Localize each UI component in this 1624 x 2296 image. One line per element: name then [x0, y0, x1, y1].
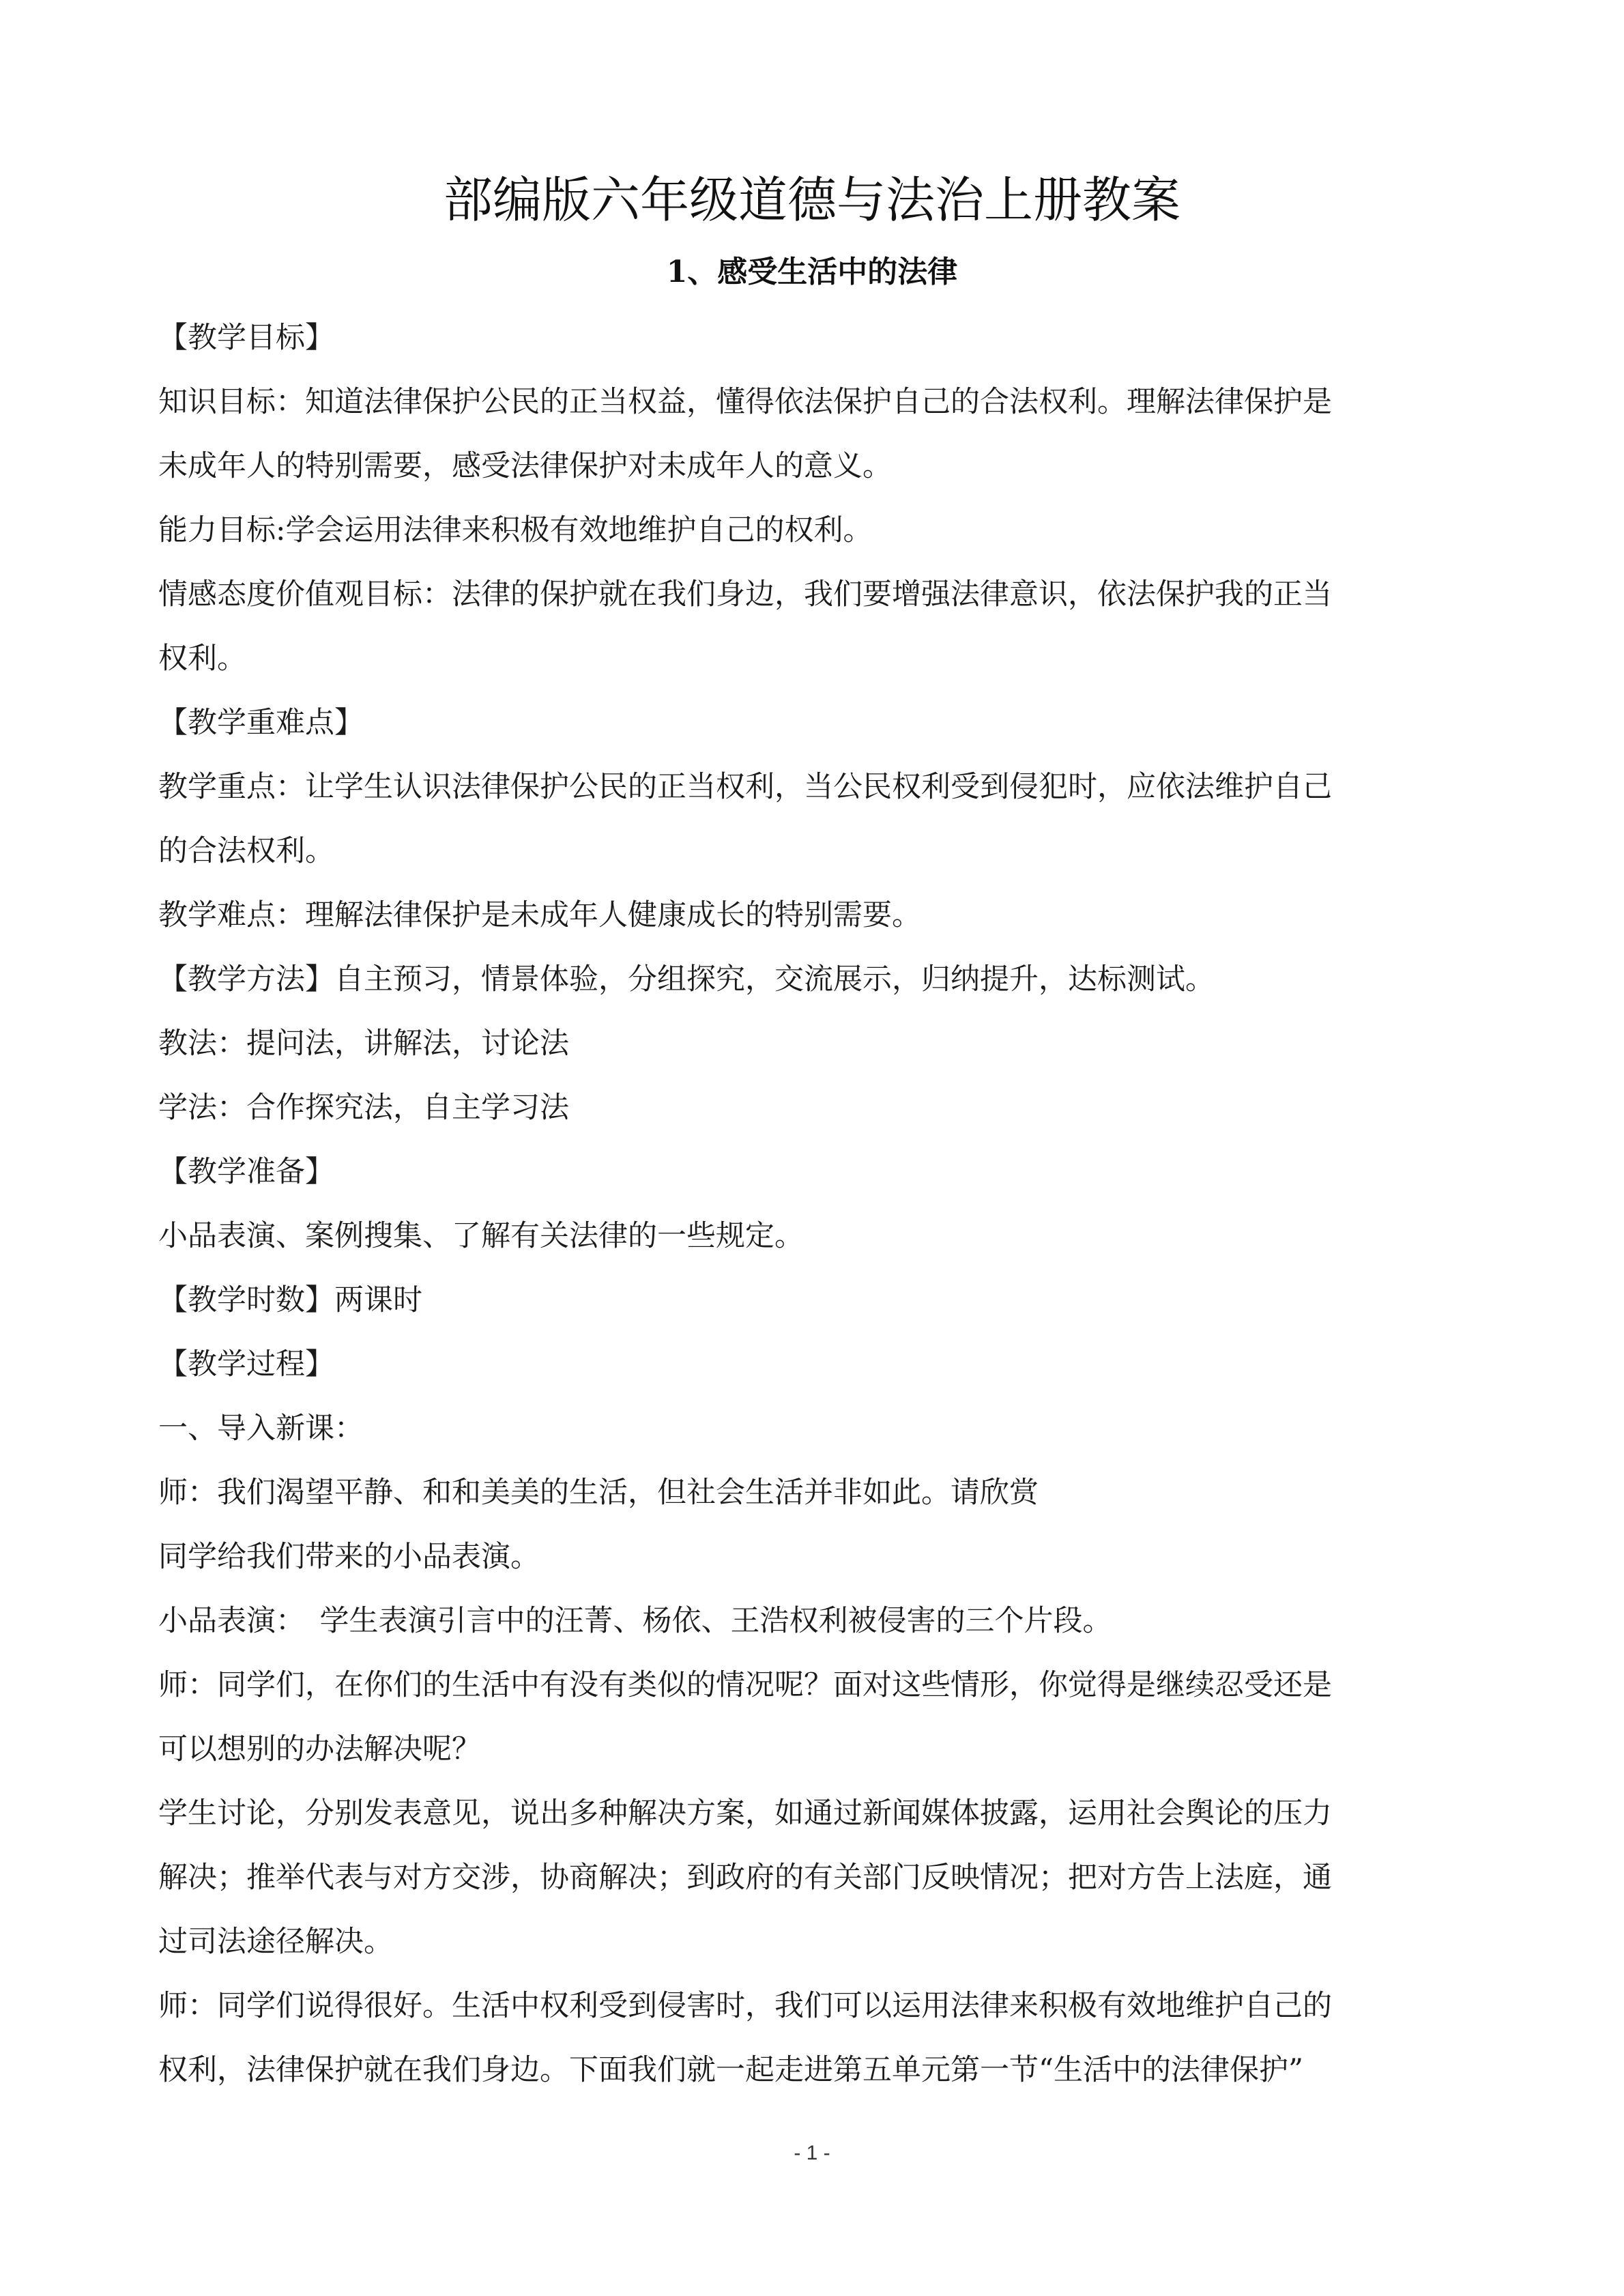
paragraph-line: 未成年人的特别需要，感受法律保护对未成年人的意义。: [158, 449, 892, 483]
paragraph-line: 可以想别的办法解决呢？: [158, 1732, 481, 1766]
paragraph-line: 教学难点：理解法律保护是未成年人健康成长的特别需要。: [158, 898, 921, 932]
paragraph-line: 师：我们渴望平静、和和美美的生活，但社会生活并非如此。请欣赏: [158, 1476, 1039, 1510]
paragraph-line: 知识目标：知道法律保护公民的正当权益，懂得依法保护自己的合法权利。理解法律保护是: [158, 385, 1332, 419]
paragraph-line: 同学给我们带来的小品表演。: [158, 1540, 540, 1574]
paragraph-line: 解决；推举代表与对方交涉，协商解决；到政府的有关部门反映情况；把对方告上法庭，通: [158, 1861, 1332, 1895]
section-heading-preparation: 【教学准备】: [158, 1155, 334, 1189]
paragraph-line: 小品表演、案例搜集、了解有关法律的一些规定。: [158, 1219, 804, 1253]
paragraph-line: 过司法途径解决。: [158, 1925, 393, 1959]
paragraph-line: 师：同学们，在你们的生活中有没有类似的情况呢？面对这些情形，你觉得是继续忍受还是: [158, 1668, 1332, 1702]
section-heading-teaching-methods: 【教学方法】自主预习，情景体验，分组探究，交流展示，归纳提升，达标测试。: [158, 962, 1215, 996]
section-heading-teaching-goals: 【教学目标】: [158, 321, 334, 355]
lesson-subtitle: 1、感受生活中的法律: [666, 255, 958, 289]
paragraph-line: 小品表演： 学生表演引言中的汪菁、杨依、王浩权利被侵害的三个片段。: [158, 1604, 1112, 1638]
paragraph-line: 教学重点：让学生认识法律保护公民的正当权利，当公民权利受到侵犯时，应依法维护自己: [158, 770, 1332, 804]
paragraph-line: 学生讨论，分别发表意见，说出多种解决方案，如通过新闻媒体披露，运用社会舆论的压力: [158, 1796, 1332, 1831]
paragraph-line: 情感态度价值观目标：法律的保护就在我们身边，我们要增强法律意识，依法保护我的正当: [158, 577, 1332, 612]
page-number: - 1 -: [794, 2142, 830, 2164]
paragraph-line: 的合法权利。: [158, 834, 334, 868]
section-heading-class-hours: 【教学时数】两课时: [158, 1283, 422, 1317]
paragraph-line: 学法：合作探究法，自主学习法: [158, 1091, 569, 1125]
document-title: 部编版六年级道德与法治上册教案: [443, 171, 1180, 229]
section-heading-key-points: 【教学重难点】: [158, 706, 364, 740]
paragraph-line: 权利。: [158, 642, 246, 676]
paragraph-line: 权利，法律保护就在我们身边。下面我们就一起走进第五单元第一节“生活中的法律保护”: [158, 2053, 1303, 2087]
lesson-plan-body: [158, 306, 1472, 2102]
paragraph-line: 教法：提问法，讲解法，讨论法: [158, 1027, 569, 1061]
paragraph-line: 师：同学们说得很好。生活中权利受到侵害时，我们可以运用法律来积极有效地维护自己的: [158, 1989, 1332, 2023]
section-heading-teaching-process: 【教学过程】: [158, 1347, 334, 1381]
paragraph-line: 一、导入新课：: [158, 1411, 364, 1446]
paragraph-line: 能力目标:学会运用法律来积极有效地维护自己的权利。: [158, 513, 873, 547]
